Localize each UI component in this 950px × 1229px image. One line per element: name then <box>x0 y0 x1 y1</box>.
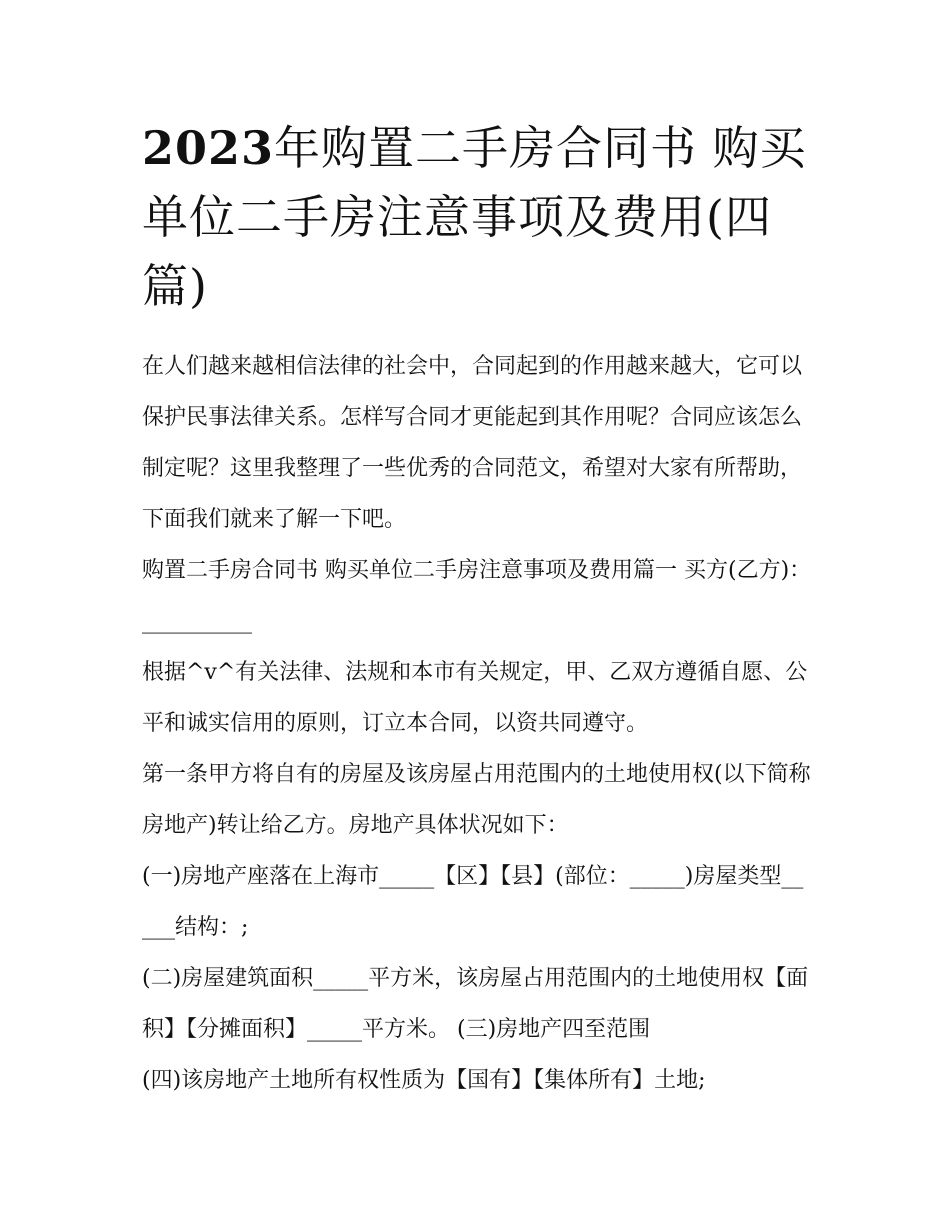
legal-basis-paragraph: 根据^v^有关法律、法规和本市有关规定，甲、乙双方遵循自愿、公平和诚实信用的原则，订立本合同，以资共同遵守。 <box>142 660 808 736</box>
intro-paragraph: 在人们越来越相信法律的社会中，合同起到的作用越来越大，它可以保护民事法律关系。怎样写合同才更能起到其作用呢？合同应该怎么制定呢？这里我整理了一些优秀的合同范文，希望对大家有所帮助，下面我们就来了解一下吧。 <box>142 354 803 532</box>
section-heading-buyer: 购置二手房合同书 购买单位二手房注意事项及费用篇一 买方(乙方)：__________ <box>142 558 812 634</box>
document-title <box>142 114 814 321</box>
property-area-paragraph: (二)房屋建筑面积_____平方米，该房屋占用范围内的土地使用权【面积】【分摊面积】_____平方米。 (三)房地产四至范围 <box>142 966 809 1042</box>
property-location-paragraph: (一)房地产座落在上海市_____【区】【县】(部位：_____)房屋类型_____结构：; <box>142 864 804 940</box>
document-body <box>142 341 814 1106</box>
article-one-paragraph: 第一条甲方将自有的房屋及该房屋占用范围内的土地使用权(以下简称房地产)转让给乙方。房地产具体状况如下： <box>142 762 811 838</box>
land-ownership-paragraph: (四)该房地产土地所有权性质为【国有】【集体所有】土地; <box>142 1068 706 1093</box>
title-text: 年购置二手房合同书 购买单位二手房注意事项及费用(四篇) <box>142 121 807 313</box>
document-page <box>142 114 814 1106</box>
title-year: 2023 <box>142 121 275 175</box>
